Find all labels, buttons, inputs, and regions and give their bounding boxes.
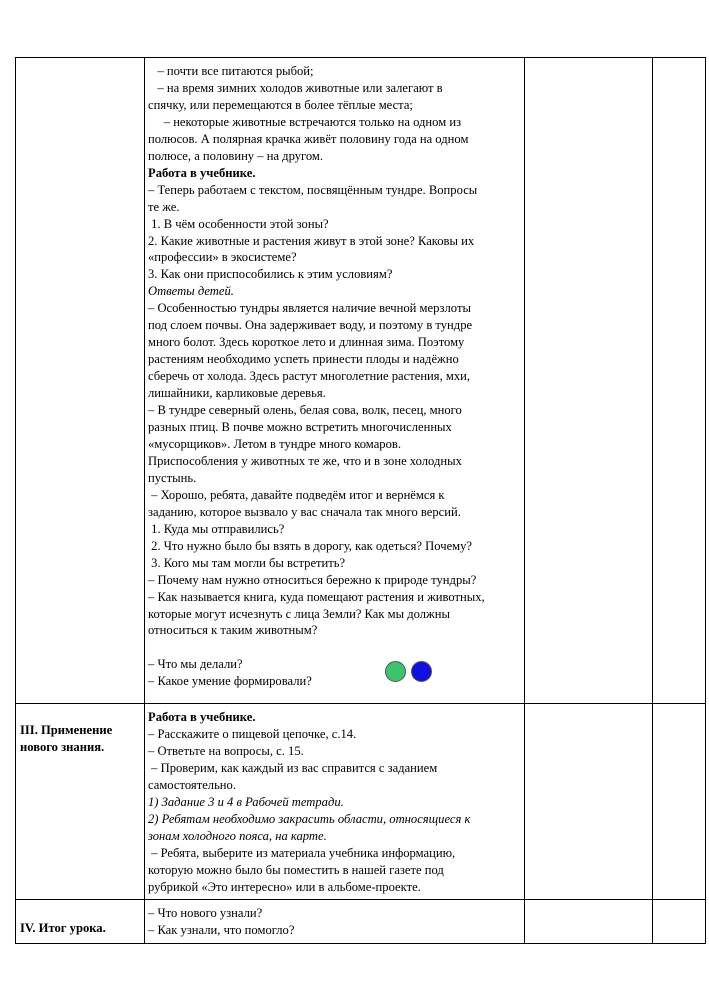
stage-cell	[16, 900, 145, 944]
text-line: «профессии» в экосистеме?	[148, 250, 297, 265]
text-line: – Что мы делали?	[148, 657, 243, 672]
text-line: 2) Ребятам необходимо закрасить области, относящиеся к	[148, 811, 471, 826]
text-line: 1) Задание 3 и 4 в Рабочей тетради.	[148, 794, 344, 809]
empty-cell	[525, 900, 653, 944]
content-cell	[145, 704, 525, 900]
text-line: – Теперь работаем с текстом, посвящённым тундре. Вопросы	[148, 182, 478, 197]
text-line: – Почему нам нужно относиться бережно к природе тундры?	[148, 572, 477, 587]
text-line: разных птиц. В почве можно встретить многочисленных	[148, 420, 452, 435]
lesson-plan-table	[15, 57, 706, 944]
content-cell	[145, 58, 525, 704]
text-line: лишайники, карликовые деревья.	[148, 386, 326, 401]
text-line: заданию, которое вызвало у вас сначала так много версий.	[148, 504, 461, 519]
text-line: – В тундре северный олень, белая сова, волк, песец, много	[148, 403, 462, 418]
stage-cell	[16, 704, 145, 900]
green-circle-icon[interactable]	[385, 661, 406, 682]
text-line: полюсов. А полярная крачка живёт половину года на одном	[148, 131, 469, 146]
empty-cell	[525, 58, 653, 704]
empty-cell	[653, 58, 706, 704]
text-line: Работа в учебнике.	[148, 165, 256, 180]
text-line: – Какое умение формировали?	[148, 674, 312, 689]
text-line: под слоем почвы. Она задерживает воду, и поэтому в тундре	[148, 318, 473, 333]
text-line: – Проверим, как каждый из вас справится с заданием	[148, 760, 438, 775]
text-line: рубрикой «Это интересно» или в альбоме-проекте.	[148, 879, 421, 894]
text-line: – Хорошо, ребята, давайте подведём итог и вернёмся к	[148, 487, 445, 502]
text-line: пустынь.	[148, 470, 197, 485]
text-line: 3. Кого мы там могли бы встретить?	[148, 555, 346, 570]
text-line: спячку, или перемещаются в более тёплые места;	[148, 97, 413, 112]
text-line: самостоятельно.	[148, 777, 236, 792]
text-line: 1. В чём особенности этой зоны?	[148, 216, 329, 231]
text-line: – Как узнали, что помогло?	[148, 923, 295, 938]
text-line: относиться к таким животным?	[148, 623, 318, 638]
text-line: 3. Как они приспособились к этим условиям?	[148, 267, 393, 282]
text-line: – Особенностью тундры является наличие вечной мерзлоты	[148, 301, 471, 316]
text-line: – Как называется книга, куда помещают растения и животных,	[148, 589, 485, 604]
text-line: – Что нового узнали?	[148, 906, 263, 921]
table-row	[16, 58, 706, 704]
text-line: зонам холодного пояса, на карте.	[148, 828, 327, 843]
blue-circle-icon[interactable]	[411, 661, 432, 682]
table-row	[16, 900, 706, 944]
text-line: – Ребята, выберите из материала учебника информацию,	[148, 845, 456, 860]
text-line: Приспособления у животных те же, что и в зоне холодных	[148, 453, 462, 468]
text-line: – почти все питаются рыбой;	[148, 64, 314, 78]
text-line: 2. Что нужно было бы взять в дорогу, как одеться? Почему?	[148, 538, 473, 553]
color-indicators	[385, 661, 431, 683]
stage-title	[16, 58, 144, 76]
text-line: Работа в учебнике.	[148, 710, 256, 724]
text-line: много болот. Здесь короткое лето и длинная зима. Поэтому	[148, 335, 465, 350]
empty-cell	[525, 704, 653, 900]
content-cell	[145, 900, 525, 944]
empty-cell	[653, 704, 706, 900]
stage-title: IV. Итог урока.	[20, 921, 106, 936]
text-line: «мусорщиков». Летом в тундре много комаров.	[148, 436, 401, 451]
text-line: сберечь от холода. Здесь растут многолетние растения, мхи,	[148, 369, 471, 384]
text-line: которую можно было бы поместить в нашей газете под	[148, 862, 444, 877]
text-line: – на время зимних холодов животные или залегают в	[148, 80, 443, 95]
table-row	[16, 704, 706, 900]
text-line: растениям необходимо успеть принести плоды и надёжно	[148, 352, 459, 367]
text-line: которые могут исчезнуть с лица Земли? Как мы должны	[148, 606, 450, 621]
text-line: полюсе, а половину – на другом.	[148, 148, 324, 163]
text-line: те же.	[148, 199, 180, 214]
text-line: – Ответьте на вопросы, с. 15.	[148, 743, 304, 758]
text-line: Ответы детей.	[148, 284, 234, 299]
stage-title: III. Применение нового знания.	[20, 723, 113, 754]
empty-cell	[653, 900, 706, 944]
text-line: 2. Какие животные и растения живут в этой зоне? Каковы их	[148, 233, 475, 248]
text-line	[148, 639, 521, 656]
stage-cell	[16, 58, 145, 704]
text-line: 1. Куда мы отправились?	[148, 521, 285, 536]
text-line: – Расскажите о пищевой цепочке, с.14.	[148, 726, 357, 741]
text-line: – некоторые животные встречаются только на одном из	[148, 114, 462, 129]
